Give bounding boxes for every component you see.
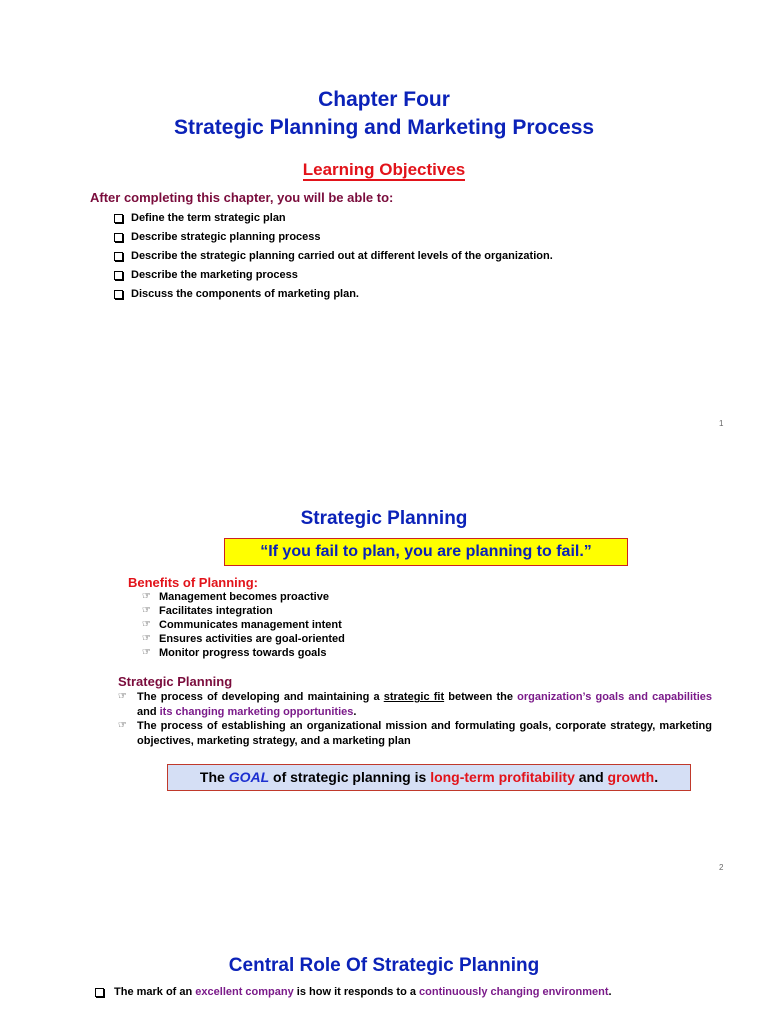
chapter-title: Chapter Four (318, 88, 450, 111)
list-item: The mark of an excellent company is how it responds to a continuously changing environment. (95, 985, 635, 999)
goal-box: The GOAL of strategic planning is long-term profitability and growth. (167, 764, 691, 791)
list-item: Define the term strategic plan (114, 209, 553, 228)
pointing-hand-icon: ☞ (142, 605, 151, 616)
slide-title: Central Role Of Strategic Planning (228, 955, 540, 976)
list-item: ☞ Management becomes proactive (142, 591, 329, 603)
list-item: Discuss the components of marketing plan. (114, 285, 553, 304)
objectives-intro: After completing this chapter, you will be able to: (90, 190, 394, 205)
benefits-list (142, 590, 345, 660)
list-item: Describe the marketing process (114, 266, 553, 285)
pointing-hand-icon: ☞ (142, 633, 151, 644)
learning-objectives-heading: Learning Objectives (302, 160, 466, 179)
objectives-list (114, 209, 553, 304)
pointing-hand-icon: ☞ (118, 691, 127, 702)
page-number: 2 (719, 863, 724, 872)
strategic-planning-list (118, 690, 712, 748)
checkbox-bullet-icon (114, 252, 123, 261)
list-item: Describe strategic planning process (114, 228, 553, 247)
page-number: 1 (719, 419, 724, 428)
list-item: ☞ Monitor progress towards goals (142, 647, 327, 659)
pointing-hand-icon: ☞ (142, 647, 151, 658)
list-item: ☞ Communicates management intent (142, 619, 342, 631)
list-item: ☞ The process of establishing an organizational mission and formulating goals, corporate strategy, marketing objectives, marketing strategy, and a marketing plan (118, 720, 712, 747)
chapter-subtitle: Strategic Planning and Marketing Process (173, 116, 595, 139)
checkbox-bullet-icon (114, 271, 123, 280)
checkbox-bullet-icon (95, 988, 104, 997)
list-item: ☞ The process of developing and maintaining a strategic fit between the organization’s goals and capabilities and its changing marketing opportunities. (118, 691, 713, 718)
list-item: ☞ Ensures activities are goal-oriented (142, 633, 345, 645)
checkbox-bullet-icon (114, 233, 123, 242)
list-item: Describe the strategic planning carried out at different levels of the organization. (114, 247, 553, 266)
pointing-hand-icon: ☞ (142, 591, 151, 602)
checkbox-bullet-icon (114, 290, 123, 299)
benefits-heading: Benefits of Planning: (128, 575, 258, 590)
checkbox-bullet-icon (114, 214, 123, 223)
list-item: ☞ Facilitates integration (142, 605, 273, 617)
strategic-planning-heading: Strategic Planning (118, 674, 233, 689)
central-role-list (95, 985, 635, 999)
pointing-hand-icon: ☞ (118, 720, 127, 731)
pointing-hand-icon: ☞ (142, 619, 151, 630)
slide-title: Strategic Planning (300, 508, 468, 529)
quote-box: “If you fail to plan, you are planning to fail.” (224, 538, 628, 566)
